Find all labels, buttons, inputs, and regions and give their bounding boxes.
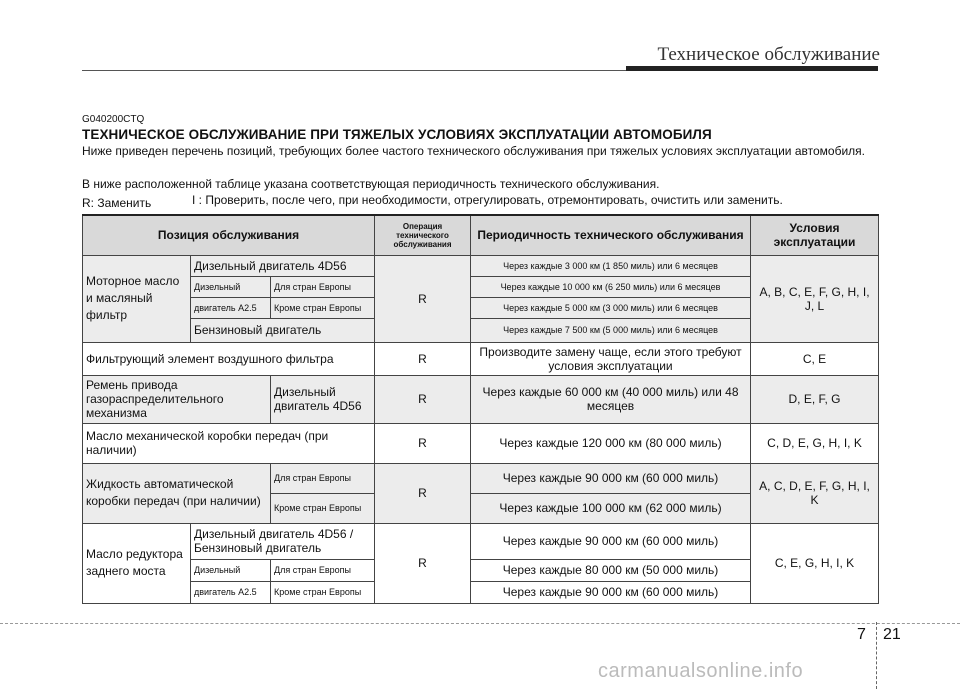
manual-gearbox-period: Через каждые 120 000 км (80 000 миль)	[471, 423, 751, 463]
table-row	[83, 463, 879, 493]
oil-op: R	[375, 255, 471, 342]
table-row	[83, 523, 879, 559]
axle-op: R	[375, 523, 471, 603]
table-row	[83, 255, 879, 276]
oil-non-europe: Кроме стран Европы	[271, 297, 375, 318]
oil-petrol: Бензиновый двигатель	[191, 318, 375, 342]
table-row	[83, 342, 879, 375]
axle-name: Масло редуктора заднего моста	[83, 523, 191, 603]
doc-code: G040200CTQ	[82, 114, 145, 125]
page-title: ТЕХНИЧЕСКОЕ ОБСЛУЖИВАНИЕ ПРИ ТЯЖЕЛЫХ УСЛОВИЯХ ЭКСПЛУАТАЦИИ АВТОМОБИЛЯ	[82, 127, 712, 142]
axle-period-1: Через каждые 90 000 км (60 000 миль)	[471, 523, 751, 559]
chapter-number: 7	[857, 626, 866, 643]
air-filter-name: Фильтрующий элемент воздушного фильтра	[83, 342, 375, 375]
auto-gearbox-name: Жидкость автоматической коробки передач (при наличии)	[83, 463, 271, 523]
table-header-row	[83, 215, 879, 255]
oil-period-1: Через каждые 3 000 км (1 850 миль) или 6 месяцев	[471, 255, 751, 276]
page-number-divider	[876, 622, 878, 689]
axle-period-2: Через каждые 80 000 км (50 000 миль)	[471, 559, 751, 581]
belt-engine: Дизельный двигатель 4D56	[271, 375, 375, 423]
air-filter-period: Производите замену чаще, если этого требуют условия эксплуатации	[471, 342, 751, 375]
oil-diesel-4d56: Дизельный двигатель 4D56	[191, 255, 375, 276]
header-operation: Операция технического обслуживания	[375, 215, 471, 255]
manual-gearbox-conditions: C, D, E, G, H, I, K	[751, 423, 879, 463]
belt-op: R	[375, 375, 471, 423]
page-number: 21	[883, 626, 901, 643]
oil-filter-name: Моторное масло и масляный фильтр	[83, 255, 191, 342]
oil-europe: Для стран Европы	[271, 276, 375, 297]
maintenance-table	[82, 214, 879, 604]
table-row	[83, 423, 879, 463]
axle-non-europe: Кроме стран Европы	[271, 581, 375, 603]
header-position: Позиция обслуживания	[83, 215, 375, 255]
air-filter-conditions: C, E	[751, 342, 879, 375]
auto-period-2: Через каждые 100 000 км (62 000 миль)	[471, 493, 751, 523]
oil-period-3: Через каждые 5 000 км (3 000 миль) или 6 месяцев	[471, 297, 751, 318]
axle-conditions: C, E, G, H, I, K	[751, 523, 879, 603]
manual-gearbox-name: Масло механической коробки передач (при наличии)	[83, 423, 375, 463]
auto-non-europe: Кроме стран Европы	[271, 493, 375, 523]
oil-period-2: Через каждые 10 000 км (6 250 миль) или 6 месяцев	[471, 276, 751, 297]
header-accent-bar	[626, 66, 878, 71]
manual-gearbox-op: R	[375, 423, 471, 463]
legend-inspect: I : Проверить, после чего, при необходимости, отрегулировать, отремонтировать, очистить или заменить.	[192, 193, 783, 207]
oil-conditions: A, B, C, E, F, G, H, I, J, L	[751, 255, 879, 342]
axle-a25-label: двигатель А2.5	[191, 581, 271, 603]
belt-period: Через каждые 60 000 км (40 000 миль) или 48 месяцев	[471, 375, 751, 423]
belt-name: Ремень привода газораспределительного механизма	[83, 375, 271, 423]
section-title: Техническое обслуживание	[657, 44, 880, 65]
footer-dashed-line	[0, 623, 960, 624]
auto-conditions: A, C, D, E, F, G, H, I, K	[751, 463, 879, 523]
auto-period-1: Через каждые 90 000 км (60 000 миль)	[471, 463, 751, 493]
axle-period-3: Через каждые 90 000 км (60 000 миль)	[471, 581, 751, 603]
oil-period-4: Через каждые 7 500 км (5 000 миль) или 6 месяцев	[471, 318, 751, 342]
watermark: carmanualsonline.info	[598, 660, 804, 682]
auto-europe: Для стран Европы	[271, 463, 375, 493]
oil-a25-label: двигатель А2.5	[191, 297, 271, 318]
axle-diesel-label: Дизельный	[191, 559, 271, 581]
oil-diesel-label: Дизельный	[191, 276, 271, 297]
table-row	[83, 375, 879, 423]
header-conditions: Условия эксплуатации	[751, 215, 879, 255]
auto-op: R	[375, 463, 471, 523]
intro-text-2: В ниже расположенной таблице указана соответствующая периодичность технического обслуживания.	[82, 177, 660, 191]
air-filter-op: R	[375, 342, 471, 375]
belt-conditions: D, E, F, G	[751, 375, 879, 423]
axle-engine: Дизельный двигатель 4D56 / Бензиновый двигатель	[191, 523, 375, 559]
intro-text: Ниже приведен перечень позиций, требующих более частого технического обслуживания при тяжелых условиях эксплуатации автомобиля.	[82, 144, 865, 158]
legend-replace: R: Заменить	[82, 196, 152, 210]
header-period: Периодичность технического обслуживания	[471, 215, 751, 255]
axle-europe: Для стран Европы	[271, 559, 375, 581]
